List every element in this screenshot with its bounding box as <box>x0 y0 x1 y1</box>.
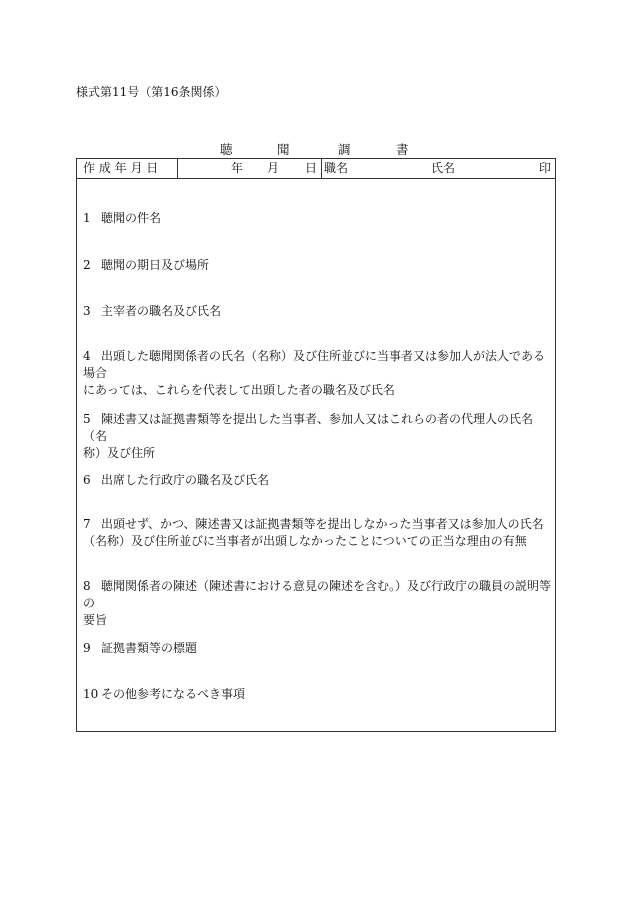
item-text: 聴聞の期日及び場所 <box>101 258 210 272</box>
item-text: 出頭せず、かつ、陳述書又は証拠書類等を提出しなかった当事者又は参加人の氏名 <box>101 517 544 531</box>
document-title <box>0 142 630 158</box>
header-row <box>77 159 555 179</box>
item-text-continued: にあっては、これらを代表して出頭した者の職名及び氏名 <box>83 383 395 397</box>
list-item <box>83 411 553 462</box>
hearing-record-table <box>76 158 556 732</box>
item-number: 7 <box>83 517 91 531</box>
item-number: 3 <box>83 304 91 318</box>
list-item <box>83 686 553 703</box>
title-char: 書 <box>396 142 409 157</box>
day-label: 日 <box>305 161 318 175</box>
list-item <box>83 257 553 274</box>
list-item <box>83 348 553 399</box>
item-text: 出頭した聴聞関係者の氏名（名称）及び住所並びに当事者又は参加人が法人である場合 <box>83 349 546 380</box>
list-item <box>83 303 553 320</box>
item-text: 出席した行政庁の職名及び氏名 <box>101 473 270 487</box>
position-label: 職名 <box>324 161 349 175</box>
list-item <box>83 516 553 550</box>
item-number: 5 <box>83 412 91 426</box>
item-number: 8 <box>83 579 91 593</box>
list-item <box>83 472 553 489</box>
cell-divider <box>177 159 178 178</box>
item-text: 聴聞の件名 <box>101 211 162 225</box>
title-char: 聴 <box>220 142 233 157</box>
list-item <box>83 640 553 657</box>
item-text: 証拠書類等の標題 <box>101 641 198 655</box>
item-text-continued: 要旨 <box>83 613 108 627</box>
item-number: 1 <box>83 211 91 225</box>
item-number: 2 <box>83 258 91 272</box>
month-label: 月 <box>267 161 280 175</box>
item-text: 主宰者の職名及び氏名 <box>101 304 222 318</box>
item-number: 6 <box>83 473 91 487</box>
list-item <box>83 578 553 629</box>
item-text: 聴聞関係者の陳述（陳述書における意見の陳述を含む。）及び行政庁の職員の説明等の <box>83 579 552 610</box>
list-item <box>83 210 553 227</box>
title-char: 聞 <box>277 142 290 157</box>
item-text: その他参考になるべき事項 <box>101 687 246 701</box>
item-text-continued: 称）及び住所 <box>83 446 156 460</box>
creation-date-label: 作 成 年 月 日 <box>83 161 159 175</box>
name-label: 氏名 <box>431 161 456 175</box>
seal-mark: 印 <box>539 161 552 175</box>
item-number: 10 <box>83 687 99 701</box>
item-number: 4 <box>83 349 91 363</box>
item-text-continued: （名称）及び住所並びに当事者が出頭しなかったことについての正当な理由の有無 <box>83 534 527 548</box>
item-text: 陳述書又は証拠書類等を提出した当事者、参加人又はこれらの者の代理人の氏名（名 <box>83 412 534 443</box>
item-number: 9 <box>83 641 91 655</box>
cell-divider <box>321 159 322 178</box>
year-label: 年 <box>231 161 244 175</box>
title-char: 調 <box>338 142 351 157</box>
form-number-label: 様式第11号（第16条関係） <box>76 85 227 99</box>
